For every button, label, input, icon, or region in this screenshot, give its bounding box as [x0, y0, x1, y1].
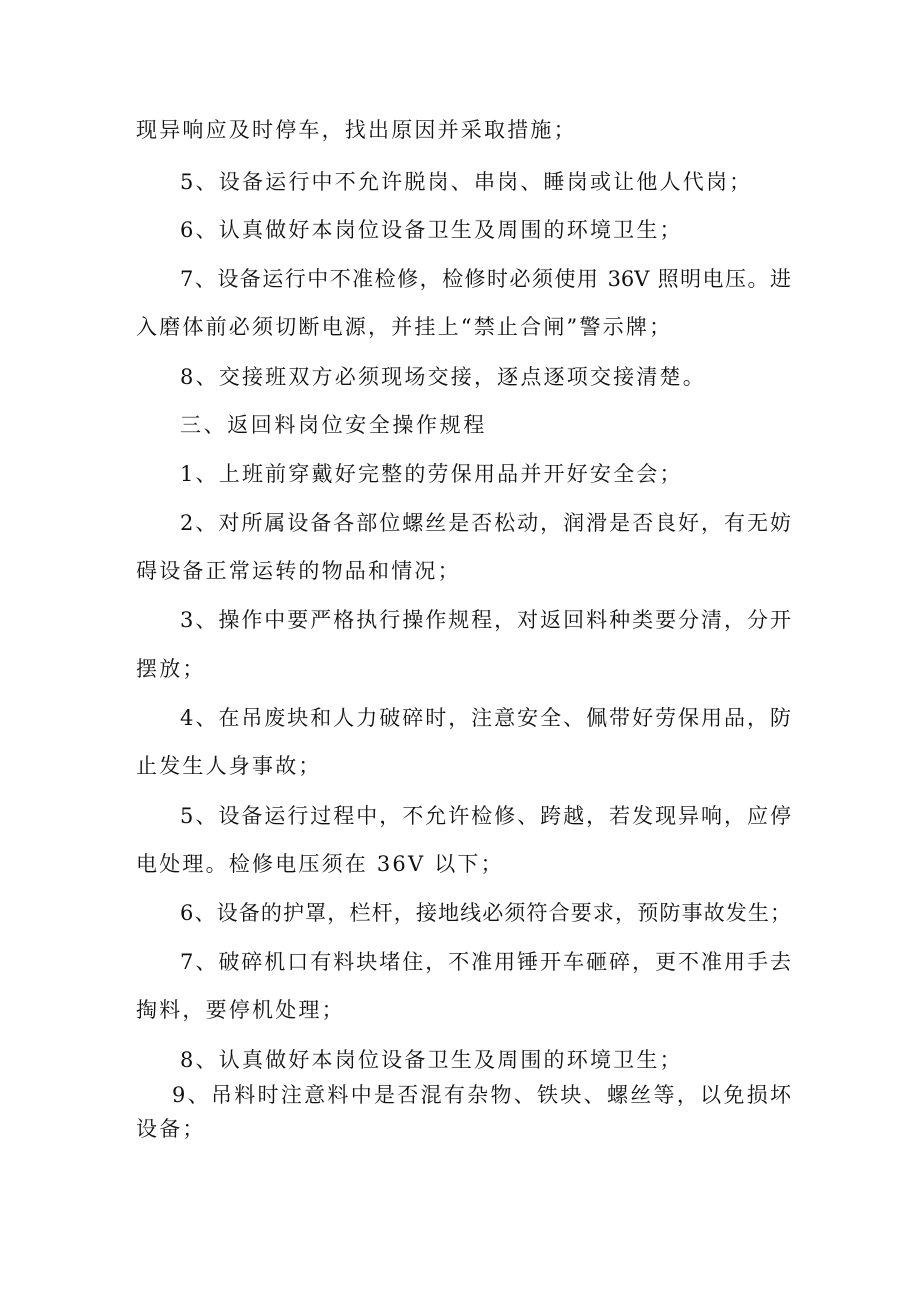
rule-item-5: 5、设备运行中不允许脱岗、串岗、睡岗或让他人代岗； — [180, 170, 753, 194]
section-item-3: 3、操作中要严格执行操作规程，对返回料种类要分清，分开 — [180, 608, 791, 632]
section-item-4: 4、在吊废块和人力破碎时，注意安全、佩带好劳保用品，防 — [180, 706, 791, 730]
rule-item-6: 6、认真做好本岗位设备卫生及周围的环境卫生； — [180, 218, 683, 242]
section-item-5: 5、设备运行过程中，不允许检修、跨越，若发现异响，应停 — [180, 804, 791, 828]
section-item-4-continuation: 止发生人身事故； — [136, 754, 322, 778]
rule-item-8: 8、交接班双方必须现场交接，逐点逐项交接清楚。 — [180, 365, 706, 389]
section-item-8: 8、认真做好本岗位设备卫生及周围的环境卫生； — [180, 1048, 683, 1072]
section-heading: 三、返回料岗位安全操作规程 — [180, 413, 487, 437]
section-item-7: 7、破碎机口有料块堵住，不准用锤开车砸碎，更不准用手去 — [180, 950, 791, 974]
section-item-2: 2、对所属设备各部位螺丝是否松动，润滑是否良好，有无妨 — [180, 511, 791, 535]
section-item-9: 9、吊料时注意料中是否混有杂物、铁块、螺丝等，以免损坏 — [172, 1083, 791, 1107]
text-line-continuation: 现异响应及时停车，找出原因并采取措施； — [136, 118, 577, 142]
rule-item-7: 7、设备运行中不准检修，检修时必须使用 36V 照明电压。进 — [180, 267, 791, 291]
section-item-2-continuation: 碍设备正常运转的物品和情况； — [136, 559, 461, 583]
section-item-7-continuation: 掏料，要停机处理； — [136, 998, 345, 1022]
section-item-9-continuation: 设备； — [136, 1117, 206, 1141]
section-item-3-continuation: 摆放； — [136, 657, 206, 681]
section-item-1: 1、上班前穿戴好完整的劳保用品并开好安全会； — [180, 462, 683, 486]
section-item-5-continuation: 电处理。检修电压须在 36V 以下； — [136, 852, 504, 876]
rule-item-7-continuation: 入磨体前必须切断电源，并挂上“禁止合闸”警示牌； — [136, 315, 673, 339]
section-item-6: 6、设备的护罩，栏杆，接地线必须符合要求，预防事故发生； — [180, 901, 791, 925]
